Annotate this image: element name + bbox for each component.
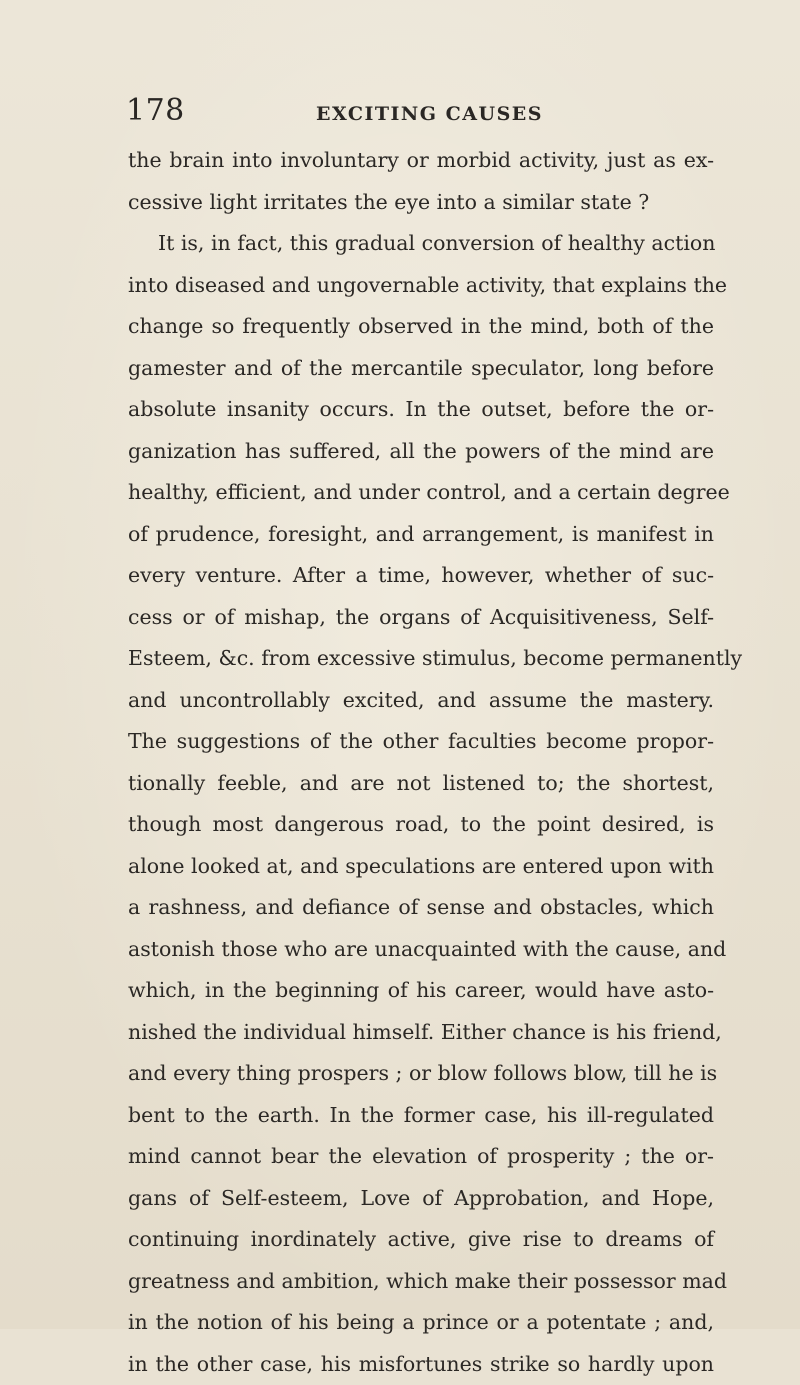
- text-line: greatness and ambition, which make their possessor mad: [128, 1261, 714, 1303]
- text-line: continuing inordinately active, give rise to dreams of: [128, 1219, 714, 1261]
- text-line: though most dangerous road, to the point desired, is: [128, 804, 714, 846]
- text-line: of prudence, foresight, and arrangement, is manifest in: [128, 514, 714, 556]
- page-header: [126, 93, 726, 133]
- page-number: 178: [126, 93, 185, 128]
- text-line: It is, in fact, this gradual conversion of healthy action: [128, 223, 714, 265]
- text-line: and uncontrollably excited, and assume the mastery.: [128, 680, 714, 722]
- text-line: the brain into involuntary or morbid activity, just as ex-: [128, 140, 714, 182]
- text-line: gans of Self-esteem, Love of Approbation, and Hope,: [128, 1178, 714, 1220]
- text-line: mind cannot bear the elevation of prosperity ; the or-: [128, 1136, 714, 1178]
- text-line: healthy, efficient, and under control, and a certain degree: [128, 472, 714, 514]
- text-line: bent to the earth. In the former case, his ill-regulated: [128, 1095, 714, 1137]
- text-line: nished the individual himself. Either chance is his friend,: [128, 1012, 714, 1054]
- text-line: cess or of mishap, the organs of Acquisitiveness, Self-: [128, 597, 714, 639]
- text-line: tionally feeble, and are not listened to; the shortest,: [128, 763, 714, 805]
- text-line: a rashness, and defiance of sense and obstacles, which: [128, 887, 714, 929]
- text-line: alone looked at, and speculations are entered upon with: [128, 846, 714, 888]
- text-line: and every thing prospers ; or blow follows blow, till he is: [128, 1053, 714, 1095]
- body-text: [128, 140, 714, 1385]
- text-line: cessive light irritates the eye into a similar state ?: [128, 182, 714, 224]
- text-line: into diseased and ungovernable activity, that explains the: [128, 265, 714, 307]
- text-line: absolute insanity occurs. In the outset, before the or-: [128, 389, 714, 431]
- text-line: change so frequently observed in the mind, both of the: [128, 306, 714, 348]
- text-line: The suggestions of the other faculties become propor-: [128, 721, 714, 763]
- text-line: ganization has suffered, all the powers of the mind are: [128, 431, 714, 473]
- text-line: Esteem, &c. from excessive stimulus, become permanently: [128, 638, 714, 680]
- text-line: gamester and of the mercantile speculator, long before: [128, 348, 714, 390]
- text-line: astonish those who are unacquainted with the cause, and: [128, 929, 714, 971]
- text-line: in the notion of his being a prince or a potentate ; and,: [128, 1302, 714, 1344]
- running-head: EXCITING CAUSES: [316, 103, 543, 125]
- text-line: every venture. After a time, however, whether of suc-: [128, 555, 714, 597]
- text-line: which, in the beginning of his career, would have asto-: [128, 970, 714, 1012]
- text-line: in the other case, his misfortunes strike so hardly upon: [128, 1344, 714, 1385]
